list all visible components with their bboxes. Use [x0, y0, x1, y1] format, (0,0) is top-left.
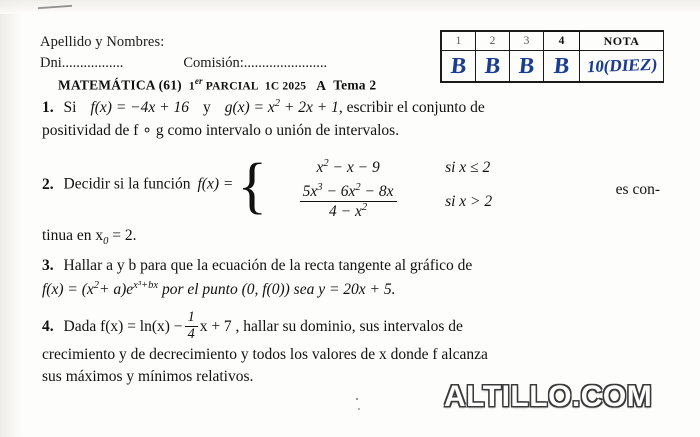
- exercise-4-line2: crecimiento y de decrecimiento y todos los valores de x donde f alcanza: [42, 345, 488, 363]
- grading-mark-1: B: [442, 51, 476, 82]
- grading-table-header-row: [442, 32, 664, 51]
- exercise-3-number: 3.: [42, 257, 54, 275]
- field-comision-label: Comisión:.......................: [183, 55, 328, 71]
- exam-title: [58, 76, 376, 94]
- grading-col-4: 4: [544, 32, 580, 51]
- exam-version: A: [316, 77, 327, 93]
- exercise-1: [42, 96, 660, 142]
- field-apellido-nombres: Apellido y Nombres:: [40, 34, 165, 50]
- exercise-4-fraction-denominator: 4: [185, 326, 198, 343]
- exam-period-sup: er: [194, 76, 203, 86]
- grading-col-nota: NOTA: [580, 32, 664, 51]
- grading-mark-3: B: [510, 51, 544, 82]
- exercise-2-tail: es con-: [615, 181, 660, 199]
- exercise-2-number: 2.: [42, 175, 54, 193]
- exercise-3: [42, 255, 660, 301]
- grading-table: [440, 30, 664, 83]
- watermark: ALTILLO.COM: [444, 380, 653, 413]
- scan-edge-shading-top: [0, 0, 700, 14]
- exercise-list: [42, 96, 660, 397]
- grading-col-2: 2: [476, 32, 510, 51]
- exercise-1-number: 1.: [42, 99, 54, 117]
- exercise-2-fraction-numerator: $5x^3 - 6x^2 - 8x$: [302, 182, 394, 201]
- field-dni-label: Dni: [40, 55, 62, 71]
- exercise-2-case-1: [273, 151, 492, 185]
- brace-icon: {: [237, 151, 268, 220]
- exercise-1-and: y: [202, 99, 211, 117]
- exercise-2-fraction-denominator: $4 - x^2$: [300, 201, 397, 221]
- exercise-2-case-1-cond: si x ≤ 2: [445, 158, 491, 176]
- grading-col-3: 3: [510, 32, 544, 51]
- exercise-2-case-2-expr: [273, 183, 423, 221]
- exercise-4-line1-b: x + 7 , hallar su dominio, sus intervalos de: [199, 317, 463, 335]
- exercise-1-text-b: , escribir el conjunto de: [338, 99, 485, 117]
- exercise-1-gx: $g(x) = x^2 + 2x + 1$: [224, 98, 339, 117]
- grading-mark-nota: 10(DIEZ): [580, 51, 664, 82]
- exercise-2: [42, 151, 660, 249]
- exercise-2-case-1-expr: $x^2 - x - 9$: [316, 158, 380, 177]
- field-dni-dots: .................: [61, 55, 124, 71]
- exercise-2-lead: Decidir si la función: [63, 175, 191, 193]
- grading-mark-2: B: [476, 51, 510, 82]
- exercise-2-case-2: [273, 182, 493, 220]
- exercise-4: [42, 308, 660, 389]
- scan-edge-shading-left: [0, 0, 22, 437]
- exercise-2-fraction: [300, 182, 397, 220]
- exam-period-rest: PARCIAL 1C 2025: [202, 80, 307, 93]
- scan-speck-1: [356, 398, 358, 400]
- exam-tema: Tema 2: [333, 77, 377, 93]
- student-header-fields: [40, 33, 440, 73]
- exercise-2-case-2-cond: si x > 2: [445, 192, 493, 210]
- exercise-3-line2: $f(x) = (x^2+ a)e^{x^3+bx}$ por el punto (0, f(0)) sea y = 20x + 5.: [42, 279, 396, 299]
- exercise-1-fx: f(x) = −4x + 16: [90, 99, 189, 117]
- exercise-2-last-line: tinua en $x_0 = 2$.: [42, 227, 137, 248]
- exercise-1-line2: positividad de f ∘ g como intervalo o unión de intervalos.: [42, 121, 400, 139]
- grading-col-1: 1: [442, 32, 476, 51]
- exam-period-prefix: 1: [188, 80, 195, 93]
- exercise-2-fdef: f(x) =: [197, 175, 234, 193]
- exercise-4-fraction-numerator: 1: [187, 308, 195, 325]
- exercise-4-number: 4.: [42, 317, 54, 335]
- exercise-2-piecewise: [237, 151, 492, 219]
- course-title: MATEMÁTICA (61): [58, 77, 182, 93]
- exercise-4-fraction: [185, 310, 198, 343]
- exercise-4-line1-a: Dada f(x) = ln(x) −: [63, 317, 183, 335]
- field-dni-comision: [40, 54, 440, 73]
- scan-speck-2: [358, 408, 360, 410]
- exercise-3-line1: Hallar a y b para que la ecuación de la recta tangente al gráfico de: [63, 257, 473, 275]
- grading-mark-4: B: [544, 51, 580, 82]
- grading-table-marks-row: [442, 51, 664, 82]
- exercise-1-text-a: Si: [63, 99, 77, 117]
- exercise-4-line3: sus máximos y mínimos relativos.: [42, 367, 254, 385]
